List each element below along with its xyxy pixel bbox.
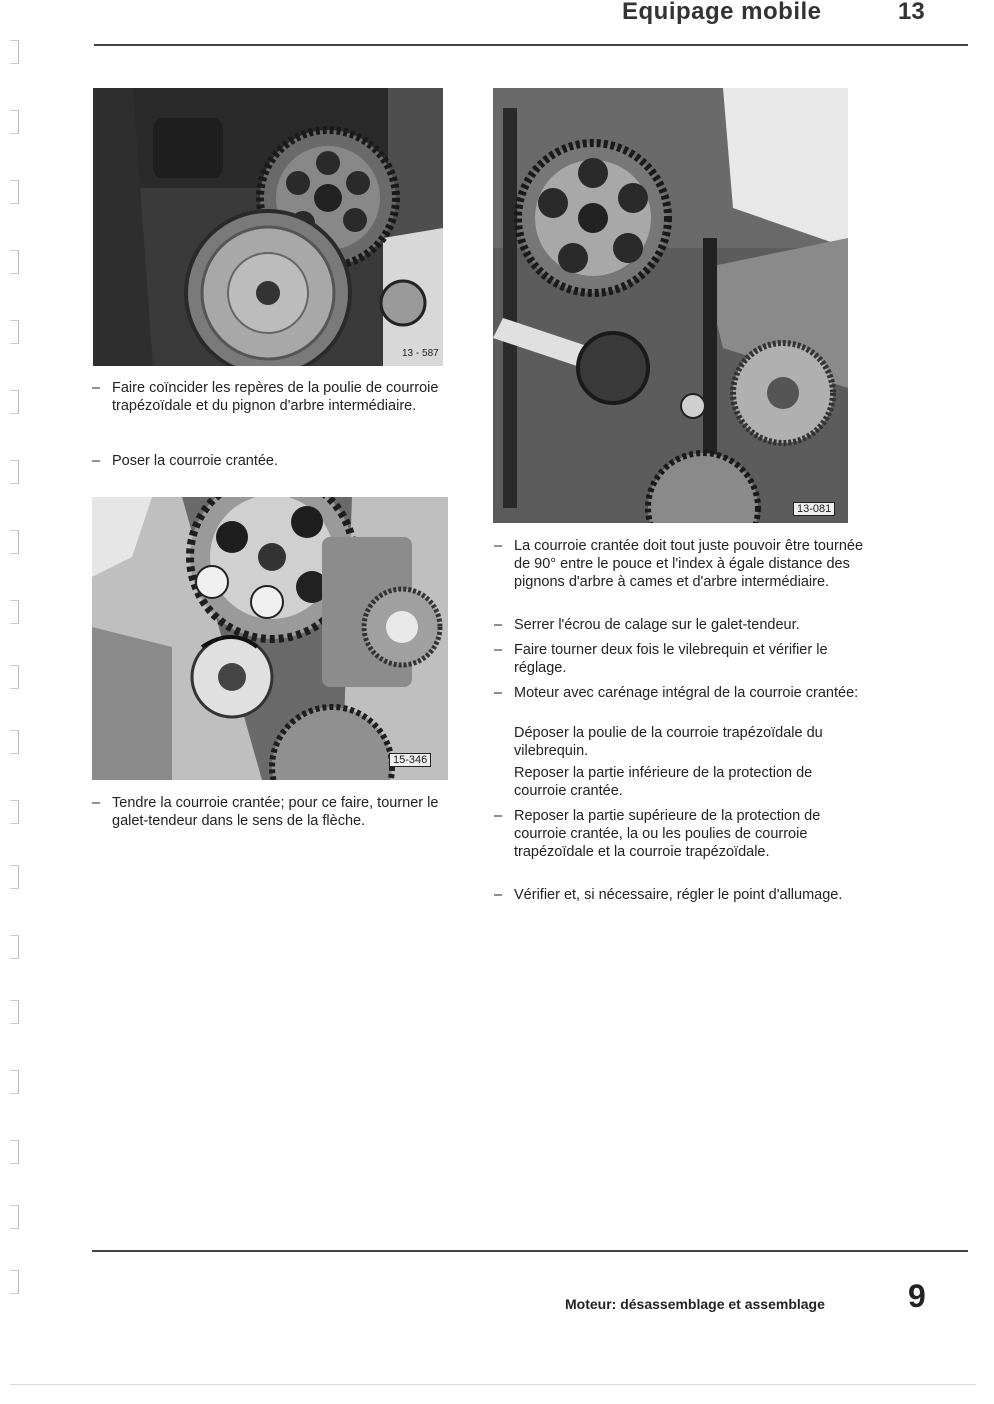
bullet-dash: – — [494, 887, 503, 903]
binder-edge — [4, 0, 26, 1404]
step-text: Tendre la courroie crantée; pour ce faire, tourner le galet-tendeur dans le sens de la flèche. — [112, 795, 439, 829]
engine-photo-belt-check — [493, 88, 848, 523]
substep-refit-lower-cover: Reposer la partie inférieure de la protection de courroie crantée. — [514, 765, 813, 799]
bullet-dash: – — [92, 795, 101, 811]
engine-photo-pulley-alignment — [93, 88, 443, 366]
page-number: 9 — [908, 1278, 926, 1314]
step-text: Poser la courroie crantée. — [112, 453, 279, 469]
step-tighten-nut — [494, 616, 864, 634]
step-refit-upper-cover — [494, 807, 864, 861]
figure-label-1: 13 - 587 — [402, 348, 439, 359]
footer-title: Moteur: désassemblage et assemblage — [565, 1296, 825, 1312]
step-text: Faire coïncider les repères de la poulie de courroie trapézoïdale et du pignon d'arbre intermédiaire. — [112, 380, 439, 414]
figure-label-3: 13-081 — [793, 502, 835, 516]
step-full-cover-engine — [494, 684, 864, 702]
step-text: La courroie crantée doit tout juste pouvoir être tournée de 90° entre le pouce et l'index à égale distance des pignons d'arbre à cames et d'arbre intermédiaire. — [514, 538, 864, 590]
step-check-ignition — [494, 886, 864, 904]
step-turn-crankshaft — [494, 641, 864, 677]
step-text: Vérifier et, si nécessaire, régler le point d'allumage. — [514, 887, 843, 903]
engine-photo-tensioner — [92, 497, 448, 780]
step-text: Faire tourner deux fois le vilebrequin et vérifier le réglage. — [514, 642, 828, 676]
step-check-belt-twist — [494, 537, 864, 591]
bullet-dash: – — [494, 642, 503, 658]
bullet-dash: – — [92, 453, 101, 469]
page-bottom-edge — [10, 1384, 976, 1385]
section-number: 13 — [898, 0, 925, 25]
bullet-dash: – — [494, 808, 503, 824]
bullet-dash: – — [494, 617, 503, 633]
substep-remove-pulley: Déposer la poulie de la courroie trapézoïdale du vilebrequin. — [514, 725, 823, 759]
step-fit-belt — [92, 452, 452, 470]
step-text: Moteur avec carénage intégral de la courroie crantée: — [514, 685, 859, 701]
bullet-dash: – — [494, 538, 503, 554]
step-text: Reposer la partie supérieure de la protection de courroie crantée, la ou les poulies de courroie trapézoïdale et la courroie trapézoïdale. — [514, 808, 821, 860]
header-rule — [94, 44, 968, 46]
step-align-marks — [92, 379, 452, 415]
page-header-title: Equipage mobile — [622, 0, 822, 25]
bullet-dash: – — [92, 380, 101, 396]
bullet-dash: – — [494, 685, 503, 701]
step-text: Serrer l'écrou de calage sur le galet-tendeur. — [514, 617, 800, 633]
step-tension-belt — [92, 794, 452, 830]
footer-rule — [92, 1250, 968, 1252]
figure-label-2: 15-346 — [389, 753, 431, 767]
